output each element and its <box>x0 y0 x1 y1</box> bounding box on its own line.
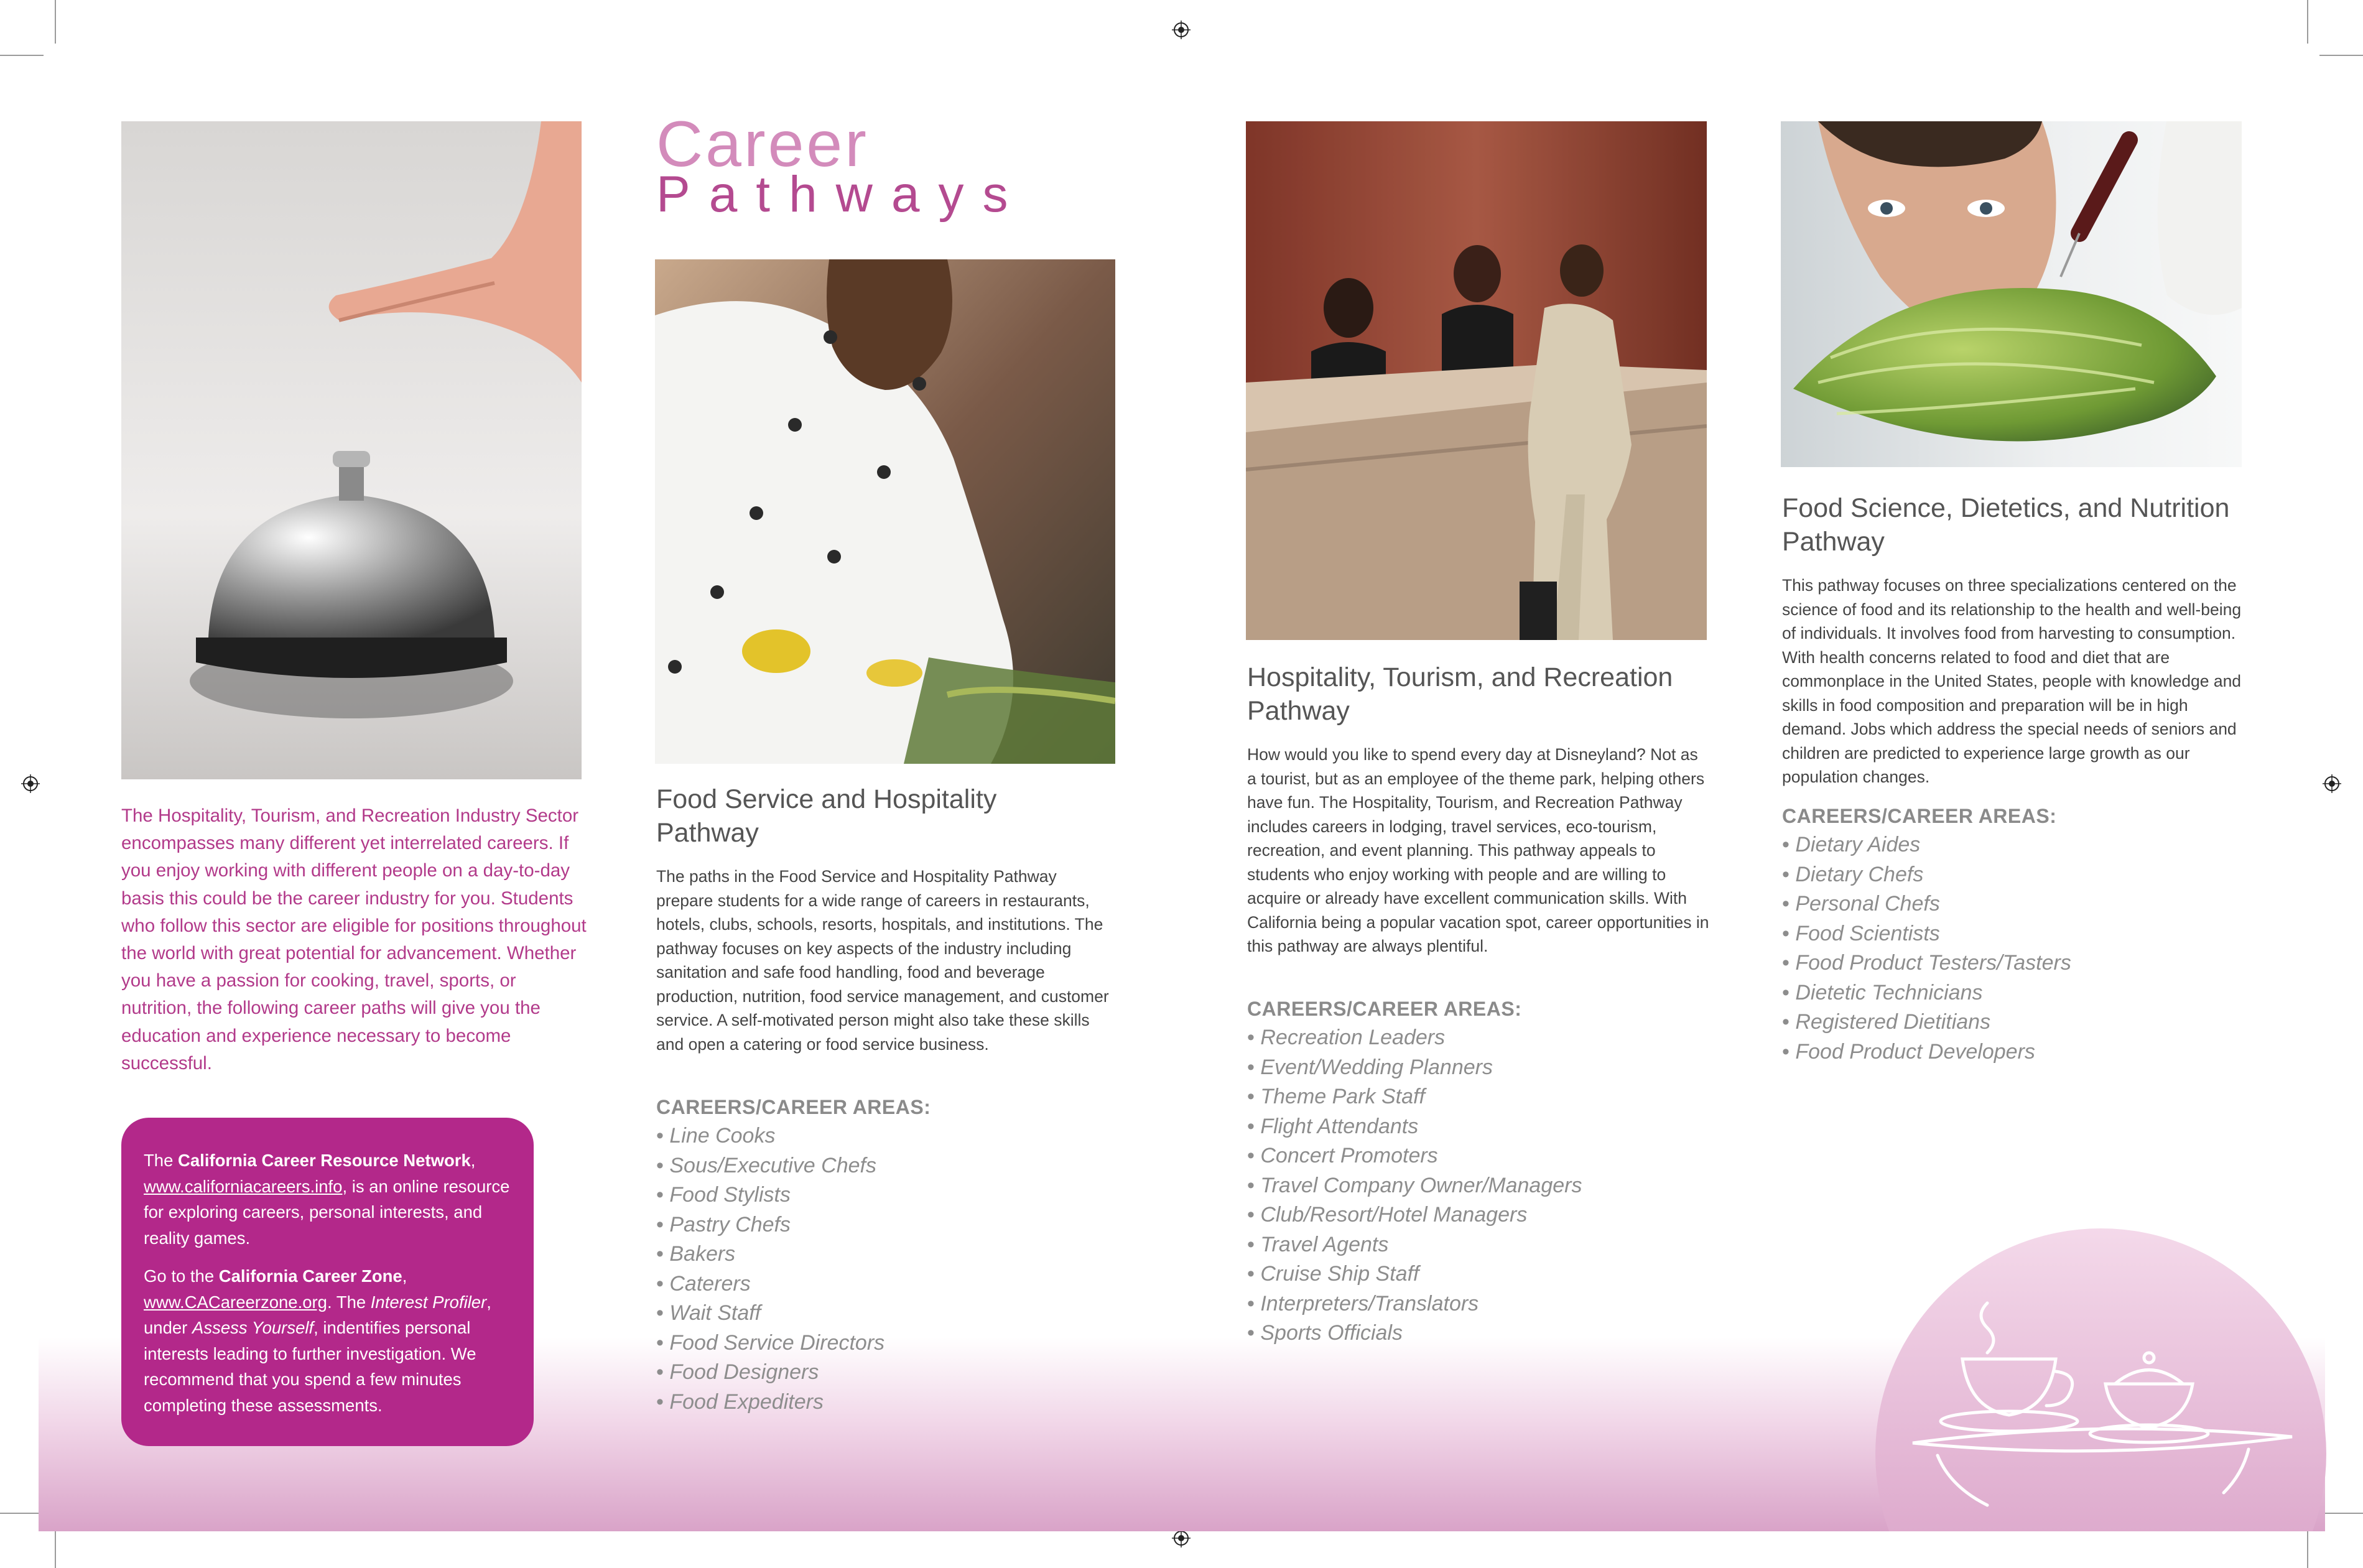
pathway-heading: Hospitality, Tourism, and Recreation Pathway <box>1247 662 1673 726</box>
info-box-paragraph-1: The California Career Resource Network, www.californiacareers.info, is an online resource for exploring careers, personal interests, and reality games. <box>144 1151 510 1248</box>
registration-mark-icon <box>1172 21 1191 39</box>
list-item: • Food Designers <box>656 1358 884 1388</box>
page-title-line1: Career <box>656 108 869 180</box>
list-item: • Food Stylists <box>656 1181 884 1210</box>
list-item: • Line Cooks <box>656 1121 884 1151</box>
california-careers-link[interactable]: www.californiacareers.info <box>144 1176 343 1196</box>
info-box-paragraph-2: Go to the California Career Zone, www.CACareerzone.org. The Interest Profiler, under Assess Yourself, indentifies personal interests leading to further investigation. We recommend that you spend a few minutes completing these assessments. <box>144 1266 491 1415</box>
list-item: • Dietetic Technicians <box>1782 978 2071 1008</box>
list-item: • Dietary Chefs <box>1782 860 2071 890</box>
registration-mark-icon <box>21 774 40 793</box>
list-item: • Travel Company Owner/Managers <box>1247 1171 1582 1201</box>
bell-photo <box>121 121 582 779</box>
list-item: • Recreation Leaders <box>1247 1023 1582 1053</box>
list-item: • Event/Wedding Planners <box>1247 1053 1582 1083</box>
crop-mark <box>55 0 56 44</box>
list-item: • Concert Promoters <box>1247 1141 1582 1171</box>
list-item: • Club/Resort/Hotel Managers <box>1247 1200 1582 1230</box>
list-item: • Interpreters/Translators <box>1247 1289 1582 1319</box>
info-box <box>121 1118 534 1446</box>
pathway-heading: Food Service and Hospitality Pathway <box>656 784 997 848</box>
front-desk-photo <box>1246 121 1707 640</box>
list-item: • Cruise Ship Staff <box>1247 1260 1582 1289</box>
registration-mark-icon <box>2323 774 2341 793</box>
crop-mark <box>2307 0 2308 44</box>
list-item: • Flight Attendants <box>1247 1112 1582 1142</box>
ca-careerzone-link[interactable]: www.CACareerzone.org <box>144 1292 327 1312</box>
career-list <box>1782 830 2071 1067</box>
careers-label: CAREERS/CAREER AREAS: <box>656 1096 931 1118</box>
list-item: • Travel Agents <box>1247 1230 1582 1260</box>
list-item: • Sous/Executive Chefs <box>656 1151 884 1181</box>
pathway-body: How would you like to spend every day at Disneyland? Not as a tourist, but as an employee of the theme park, helping others have fun. The Hospitality, Tourism, and Recreation Pathway includes careers in lodging, travel services, eco-tourism, recreation, and event planning. This pathway appeals to students who enjoy working with people and are willing to acquire or already have excellent communication skills. With California being a popular vacation spot, career opportunities in this pathway are always plentiful. <box>1247 745 1709 955</box>
list-item: • Food Scientists <box>1782 919 2071 949</box>
list-item: • Food Expediters <box>656 1388 884 1417</box>
list-item: • Food Product Developers <box>1782 1037 2071 1067</box>
pathway-heading: Food Science, Dietetics, and Nutrition Pathway <box>1782 493 2230 557</box>
page-title-line2: Pathways <box>656 166 1027 223</box>
list-item: • Registered Dietitians <box>1782 1008 2071 1037</box>
teacups-circle <box>1875 1228 2326 1531</box>
intro-paragraph: The Hospitality, Tourism, and Recreation Industry Sector encompasses many different yet interrelated careers. If you enjoy working with different people on a day-to-day basis this could be the career industry for you. Students who follow this sector are eligible for positions throughout the world with great potential for advancement. Whether you have a passion for cooking, travel, sports, or nutrition, the following career paths will give you the education and experience necessary to become successful. <box>121 805 587 1074</box>
crop-mark <box>0 1513 44 1514</box>
list-item: • Bakers <box>656 1240 884 1269</box>
list-item: • Pastry Chefs <box>656 1210 884 1240</box>
careers-label: CAREERS/CAREER AREAS: <box>1782 805 2057 827</box>
list-item: • Caterers <box>656 1269 884 1299</box>
teacups-tray-icon <box>1900 1278 2298 1515</box>
list-item: • Food Product Testers/Tasters <box>1782 949 2071 978</box>
pathway-body: This pathway focuses on three specializations centered on the science of food and its relationship to the health and well-being of individuals. It involves food from harvesting to consumption. With health concerns related to food and diet that are commonplace in the United States, people with knowledge and skills in food composition and preparation will be in high demand. Jobs which address the special needs of seniors and children are predicted to experience large growth as our population changes. <box>1782 576 2242 786</box>
list-item: • Wait Staff <box>656 1299 884 1329</box>
career-list <box>656 1121 884 1417</box>
chef-photo <box>655 259 1115 764</box>
scientist-photo <box>1781 121 2242 467</box>
list-item: • Theme Park Staff <box>1247 1082 1582 1112</box>
list-item: • Dietary Aides <box>1782 830 2071 860</box>
crop-mark <box>2319 55 2363 56</box>
careers-label: CAREERS/CAREER AREAS: <box>1247 998 1522 1020</box>
list-item: • Food Service Directors <box>656 1329 884 1358</box>
pathway-body: The paths in the Food Service and Hospitality Pathway prepare students for a wide range of careers in restaurants, hotels, clubs, schools, resorts, hospitals, and institutions. The pathway focuses on key aspects of the industry including sanitation and safe food handling, food and beverage production, nutrition, food service management, and customer service. A self-motivated person might also take these skills and open a catering or food service business. <box>656 867 1109 1054</box>
career-list <box>1247 1023 1582 1348</box>
registration-mark-icon <box>1172 1529 1191 1547</box>
list-item: • Personal Chefs <box>1782 889 2071 919</box>
list-item: • Sports Officials <box>1247 1319 1582 1348</box>
crop-mark <box>0 55 44 56</box>
